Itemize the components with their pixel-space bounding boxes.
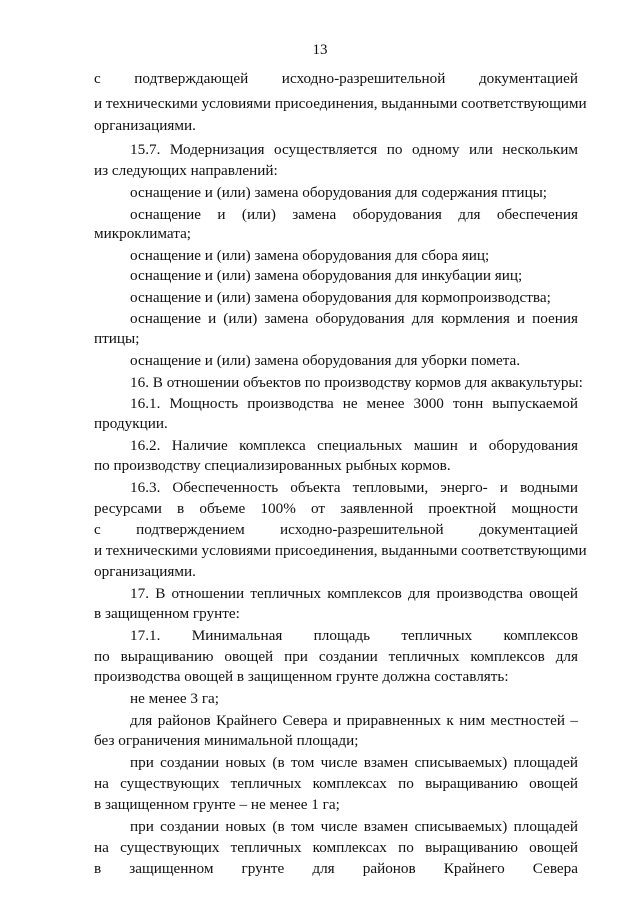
text-line: оснащение и (или) замена оборудования для уборки помета.	[130, 352, 521, 369]
text-line: на существующих тепличных комплексах по выращиванию овощей	[94, 775, 578, 792]
text-line: с подтверждением исходно-разрешительной документацией	[94, 521, 578, 538]
text-line: 16.1. Мощность производства не менее 3000 тонн выпускаемой	[130, 395, 578, 412]
text-line: оснащение и (или) замена оборудования для содержания птицы;	[130, 184, 548, 201]
text-line: в защищенном грунте для районов Крайнего Севера	[94, 860, 578, 877]
text-line: по выращиванию овощей при создании тепличных комплексов для	[94, 648, 578, 665]
text-line: оснащение и (или) замена оборудования для кормления и поения	[130, 310, 578, 327]
text-line: при создании новых (в том числе взамен списываемых) площадей	[130, 818, 578, 835]
text-line: 16.3. Обеспеченность объекта тепловыми, энерго- и водными	[130, 479, 578, 496]
text-line: 17.1. Минимальная площадь тепличных комплексов	[130, 627, 578, 644]
text-line: оснащение и (или) замена оборудования для сбора яиц;	[130, 247, 490, 264]
text-line: из следующих направлений:	[94, 162, 278, 179]
text-line: при создании новых (в том числе взамен списываемых) площадей	[130, 754, 578, 771]
text-line: продукции.	[94, 415, 168, 432]
text-line: и техническими условиями присоединения, выданными соответствующими	[94, 95, 587, 112]
text-line: не менее 3 га;	[130, 690, 220, 707]
text-line: 16.2. Наличие комплекса специальных машин и оборудования	[130, 437, 578, 454]
text-line: организациями.	[94, 563, 196, 580]
text-line: оснащение и (или) замена оборудования для инкубации яиц;	[130, 267, 523, 284]
text-line: и техническими условиями присоединения, выданными соответствующими	[94, 542, 587, 559]
text-line: микроклимата;	[94, 225, 192, 242]
text-line: с подтверждающей исходно-разрешительной документацией	[94, 70, 578, 87]
text-line: без ограничения минимальной площади;	[94, 732, 359, 749]
text-line: на существующих тепличных комплексах по выращиванию овощей	[94, 839, 578, 856]
text-line: ресурсами в объеме 100% от заявленной проектной мощности	[94, 500, 578, 517]
text-line: организациями.	[94, 117, 196, 134]
text-line: производства овощей в защищенном грунте должна составлять:	[94, 668, 509, 685]
page-number: 13	[312, 42, 328, 58]
text-line: по производству специализированных рыбных кормов.	[94, 457, 451, 474]
text-line: в защищенном грунте – не менее 1 га;	[94, 796, 340, 813]
text-line: оснащение и (или) замена оборудования для кормопроизводства;	[130, 289, 551, 306]
text-line: для районов Крайнего Севера и приравненных к ним местностей –	[130, 712, 578, 729]
text-line: в защищенном грунте:	[94, 605, 240, 622]
text-line: 16. В отношении объектов по производству кормов для аквакультуры:	[130, 374, 583, 391]
text-line: птицы;	[94, 330, 140, 347]
text-line: 15.7. Модернизация осуществляется по одному или нескольким	[130, 141, 578, 158]
text-line: оснащение и (или) замена оборудования для обеспечения	[130, 206, 578, 223]
text-line: 17. В отношении тепличных комплексов для производства овощей	[130, 585, 578, 602]
